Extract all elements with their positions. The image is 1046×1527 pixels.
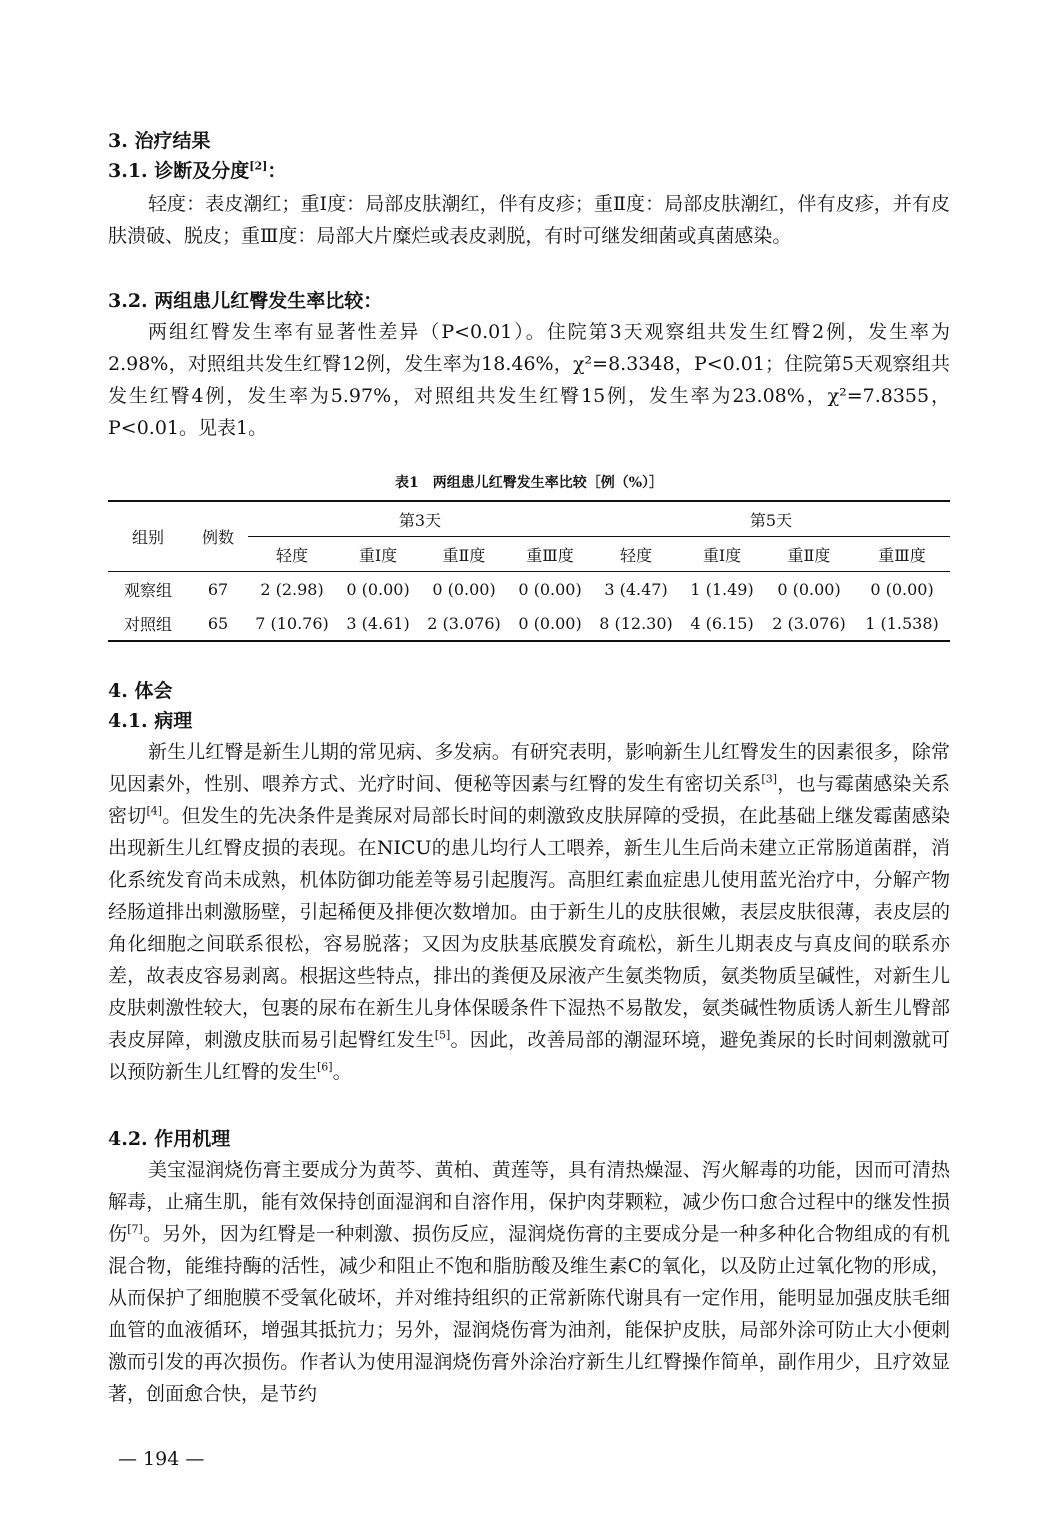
section-4-2-heading: 4.2. 作用机理: [108, 1128, 231, 1150]
section-3-1-heading: [108, 158, 950, 184]
citation-7: [7]: [127, 1222, 143, 1236]
citation-5: [5]: [434, 1028, 451, 1042]
cell: 3 (4.61): [346, 613, 410, 633]
section-3-2-heading: 3.2. 两组患儿红臀发生率比较：: [108, 290, 383, 312]
section-4-1-heading: 4.1. 病理: [108, 710, 193, 732]
table-row: [108, 606, 950, 641]
cell: 7 (10.76): [255, 613, 329, 633]
paragraph-text: 。另外，因为红臀是一种刺激、损伤反应，湿润烧伤膏的主要成分是一种多种化合物组成的有机混合物，能维持酶的活性，减少和阻止不饱和脂肪酸及维生素C的氧化，以及防止过氧化物的形成，从而保护了细胞膜不受氧化破坏，并对维持组织的正常新陈代谢具有一定作用，能明显加强皮肤毛细血管的血液循环，增强其抵抗力；另外，湿润烧伤膏为油剂，能保护皮肤，局部外涂可防止大小便刺激而引发的再次损伤。作者认为使用湿润烧伤膏外涂治疗新生儿红臀操作简单，副作用少，且疗效显著，创面愈合快，是节约: [108, 1223, 950, 1405]
header-day3: 第3天: [248, 501, 592, 537]
section-3-heading: 3. 治疗结果: [108, 130, 211, 152]
cell: 0 (0.00): [518, 613, 582, 633]
paragraph-text: 。但发生的先决条件是粪尿对局部长时间的刺激致皮肤屏障的受损，在此基础上继发霉菌感染出现新生儿红臀皮损的表现。在NICU的患儿均行人工喂养，新生儿生后尚未建立正常肠道菌群，消化系统发育尚未成熟，机体防御功能差等易引起腹泻。高胆红素血症患儿使用蓝光治疗中，分解产物经肠道排出刺激肠壁，引起稀便及排便次数增加。由于新生儿的皮肤很嫩，表层皮肤很薄，表皮层的角化细胞之间联系很松，容易脱落；又因为皮肤基底膜发育疏松，新生儿期表皮与真皮间的联系亦差，故表皮容易剥离。根据这些特点，排出的粪便及尿液产生氨类物质，氨类物质呈碱性，对新生儿皮肤刺激性较大，包裹的尿布在新生儿身体保暖条件下湿热不易散发，氨类碱性物质诱人新生儿臀部表皮屏障，刺激皮肤而易引起臀红发生: [108, 805, 950, 1051]
header-grade: 重Ⅰ度: [358, 545, 398, 565]
cell: 0 (0.00): [870, 579, 934, 599]
header-grade: 轻度: [275, 545, 308, 565]
header-grade: 重Ⅰ度: [702, 545, 742, 565]
cell: 0 (0.00): [518, 579, 582, 599]
citation-2: [2]: [249, 159, 268, 173]
section-4-1-text: [108, 736, 950, 1088]
cell: 2 (3.076): [772, 613, 846, 633]
cell: 2 (3.076): [427, 613, 501, 633]
row-count: 65: [207, 613, 229, 633]
section-3-2-text: 两组红臀发生率有显著性差异（P<0.01）。住院第3天观察组共发生红臀2例，发生率为2.98%，对照组共发生红臀12例，发生率为18.46%，χ²=8.3348，P<0.01；住院第5天观察组共发生红臀4例，发生率为5.97%，对照组共发生红臀15例，发生率为23.08%，χ²=7.8355，P<0.01。见表1。: [108, 321, 950, 439]
section-4-heading: 4. 体会: [108, 680, 173, 702]
paragraph-text: 。: [332, 1061, 352, 1083]
cell: 2 (2.98): [260, 579, 324, 599]
cell: 0 (0.00): [432, 579, 496, 599]
paragraph-text: ，也与霉菌感染关系密切: [108, 773, 950, 827]
table-caption: 表1 两组患儿红臀发生率比较［例（%）］: [394, 475, 664, 491]
header-grade: 轻度: [619, 545, 652, 565]
row-count: 67: [207, 579, 229, 599]
section-3-1-colon: ：: [267, 160, 287, 182]
header-grade: 重Ⅱ度: [442, 545, 486, 565]
table-row: [108, 572, 950, 607]
row-group: 对照组: [123, 614, 172, 634]
section-3-1-title: 3.1. 诊断及分度: [108, 160, 250, 182]
cell: 8 (12.30): [599, 613, 673, 633]
paragraph-text: 。因此，改善局部的潮湿环境，避免粪尿的长时间刺激就可以预防新生儿红臀的发生: [108, 1029, 950, 1083]
section-3-1-text: 轻度：表皮潮红；重Ⅰ度：局部皮肤潮红，伴有皮疹；重Ⅱ度：局部皮肤潮红，伴有皮疹，并有皮肤溃破、脱皮；重Ⅲ度：局部大片糜烂或表皮剥脱，有时可继发细菌或真菌感染。: [108, 193, 950, 247]
header-group: 组别: [108, 501, 188, 572]
cell: 3 (4.47): [604, 579, 668, 599]
page-number: — 194 —: [118, 1448, 205, 1470]
header-count: 例数: [188, 501, 248, 572]
citation-4: [4]: [146, 804, 163, 818]
citation-6: [6]: [317, 1060, 333, 1074]
cell: 1 (1.49): [690, 579, 754, 599]
paragraph-text: 新生儿红臀是新生儿期的常见病、多发病。有研究表明，影响新生儿红臀发生的因素很多，除常见因素外，性别、喂养方式、光疗时间、便秘等因素与红臀的发生有密切关系: [108, 741, 950, 795]
header-grade: 重Ⅲ度: [526, 545, 574, 565]
incidence-table: [108, 500, 950, 642]
section-4-2-text: [108, 1154, 950, 1410]
cell: 0 (0.00): [346, 579, 410, 599]
cell: 0 (0.00): [777, 579, 841, 599]
header-day5: 第5天: [592, 501, 950, 537]
header-grade: 重Ⅲ度: [878, 545, 926, 565]
header-grade: 重Ⅱ度: [787, 545, 831, 565]
citation-3: [3]: [761, 772, 778, 786]
cell: 4 (6.15): [690, 613, 754, 633]
cell: 1 (1.538): [865, 613, 939, 633]
row-group: 观察组: [123, 580, 172, 600]
paragraph-text: 美宝湿润烧伤膏主要成分为黄芩、黄柏、黄莲等，具有清热燥湿、泻火解毒的功能，因而可清热解毒，止痛生肌，能有效保持创面湿润和自溶作用，保护肉芽颗粒，减少伤口愈合过程中的继发性损伤: [108, 1159, 950, 1245]
